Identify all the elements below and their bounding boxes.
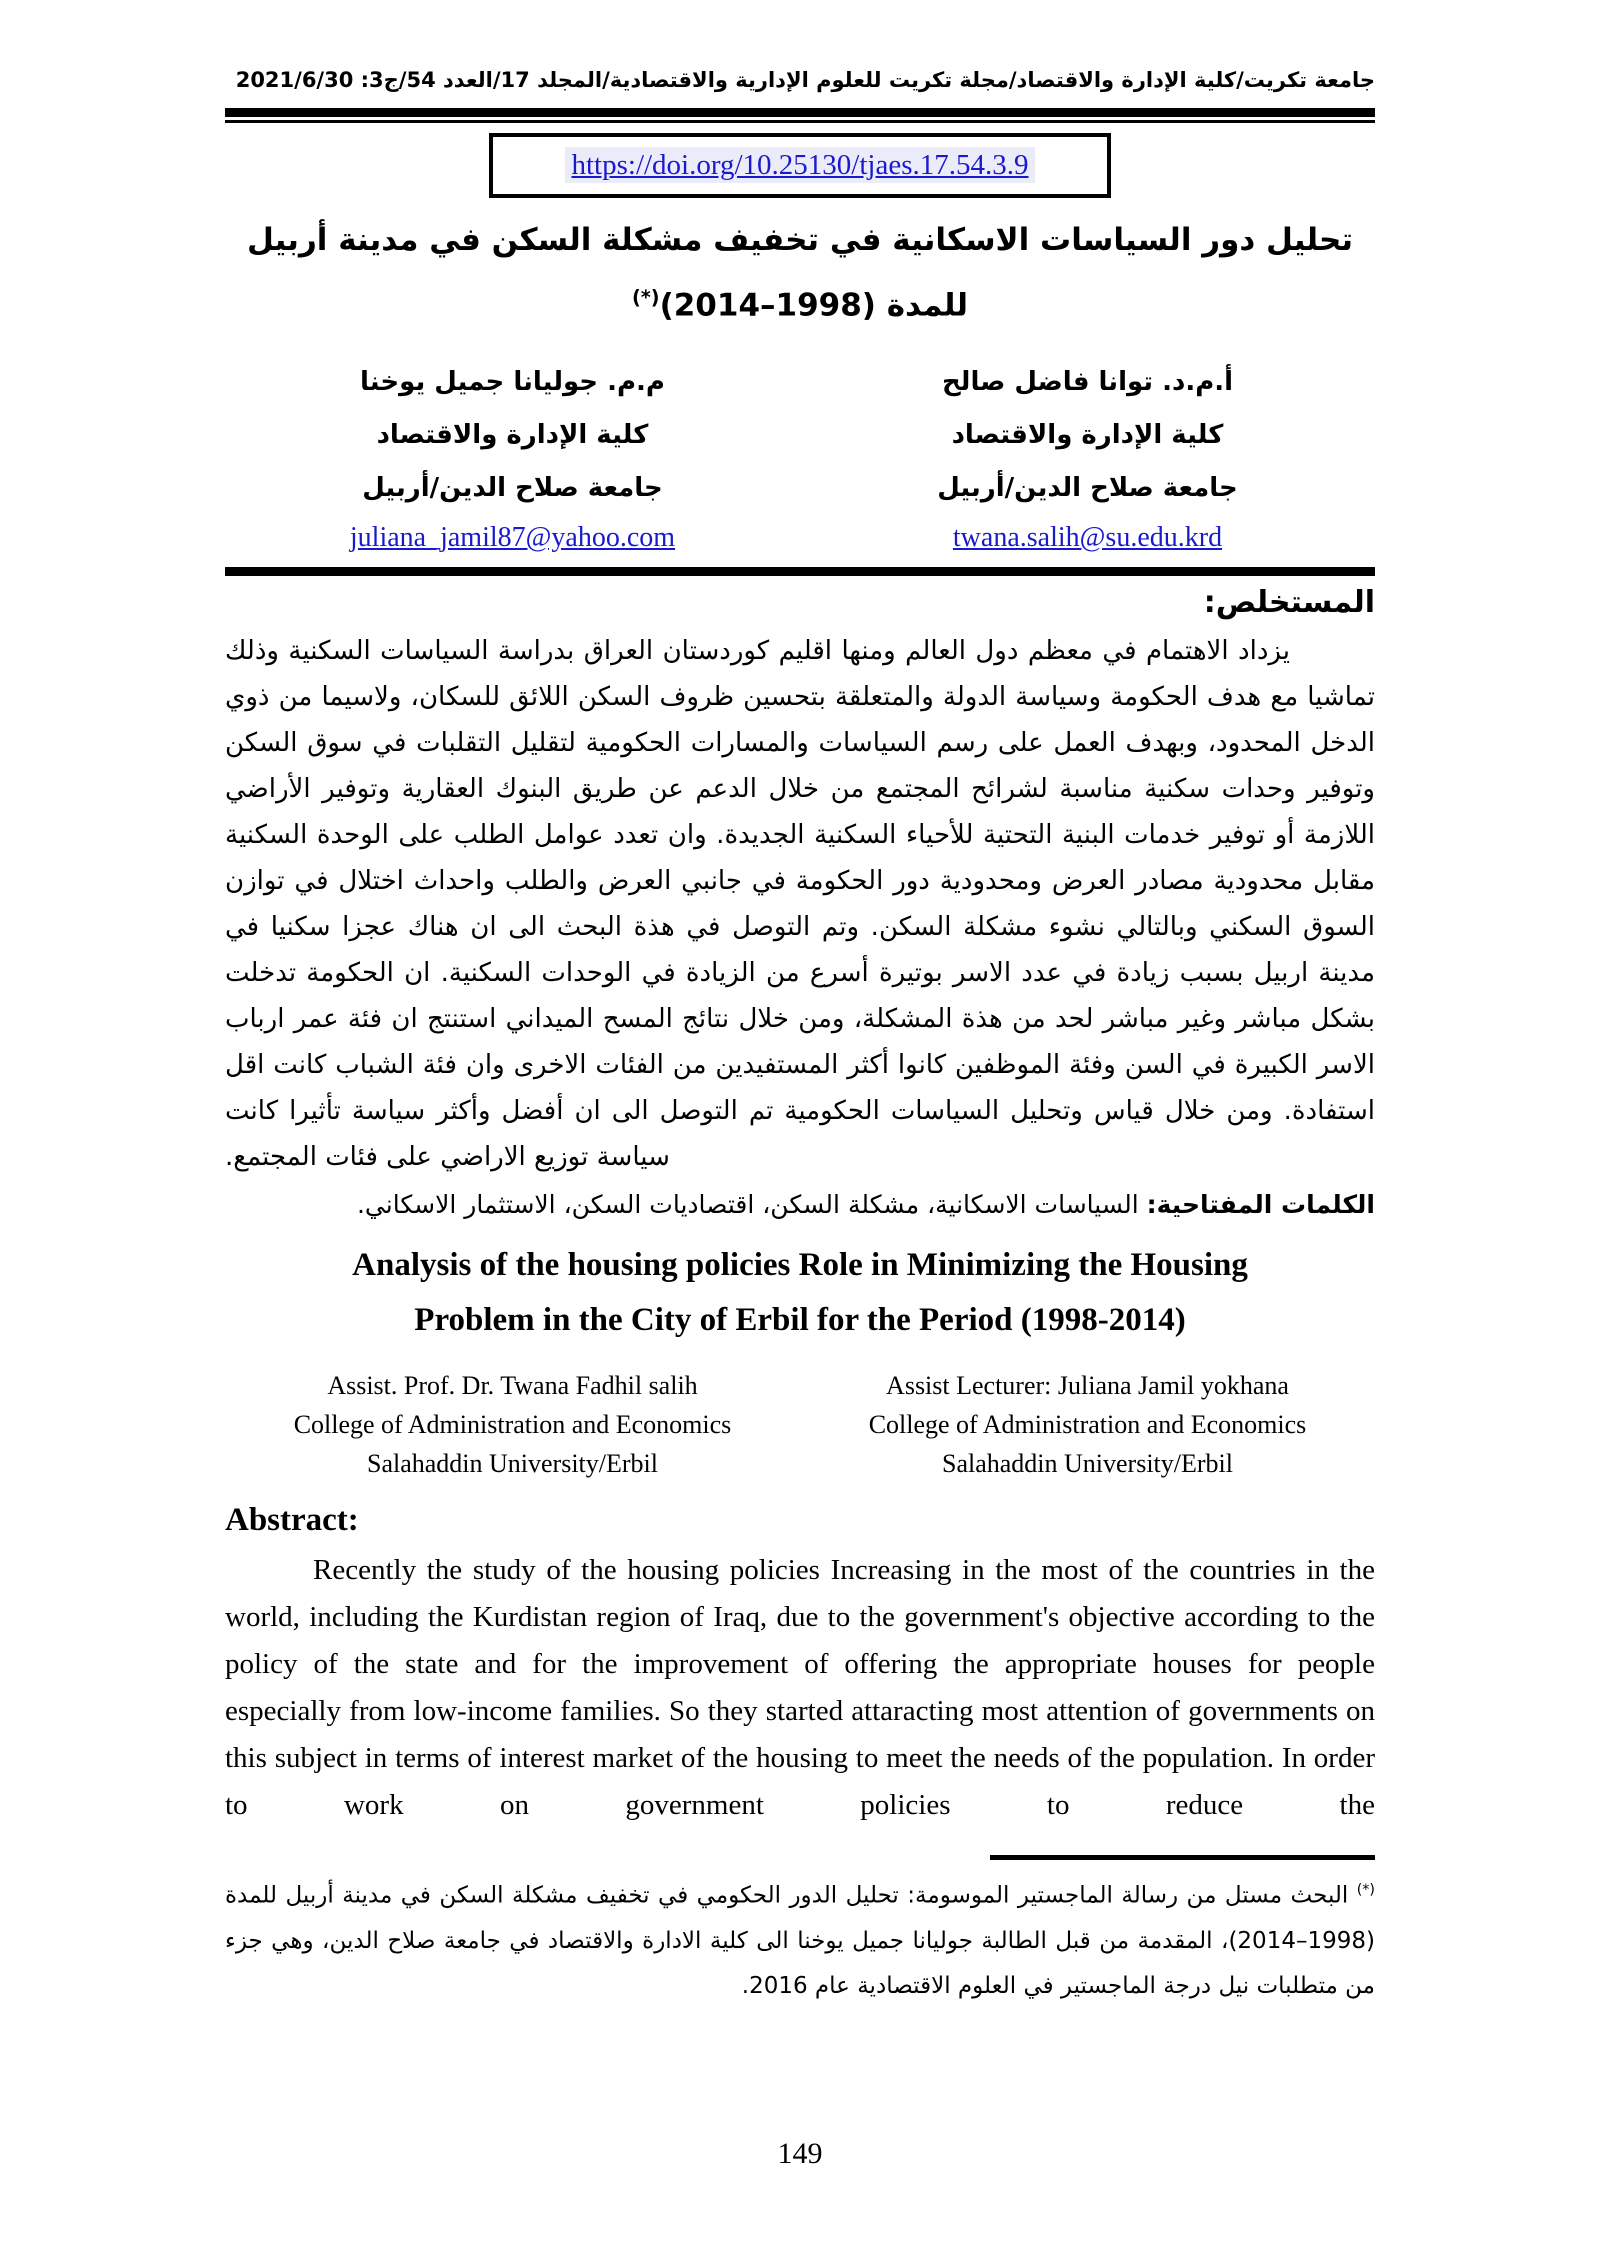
author-1-name-en: Assist. Prof. Dr. Twana Fadhil salih [327,1371,698,1401]
author-2-arabic [225,356,800,561]
author-1-college-en: College of Administration and Economics [293,1410,732,1440]
english-title-line2: Problem in the City of Erbil for the Period (1998-2014) [414,1302,1186,1339]
author-1-email-link[interactable]: twana.salih@su.edu.krd [952,522,1223,554]
arabic-title-line2: للمدة (1998–2014)(*) [631,286,969,324]
arabic-keywords-label: الكلمات المفتاحية: [1146,1190,1375,1220]
arabic-title-line1: تحليل دور السياسات الاسكانية في تخفيف مشكلة السكن في مدينة أربيل [246,222,1354,258]
author-2-college-en: College of Administration and Economics [868,1410,1307,1440]
footnote-marker: (*) [1356,1882,1375,1899]
author-2-name-ar: م.م. جوليانا جميل يوخنا [360,367,665,398]
header-divider [225,108,1375,123]
english-title [225,1238,1375,1348]
author-2-email-link[interactable]: juliana_jamil87@yahoo.com [349,522,676,554]
authors-divider [225,567,1375,576]
arabic-keywords [225,1180,1375,1230]
arabic-abstract-heading: المستخلص: [1203,585,1375,621]
arabic-title [225,212,1375,334]
page-content [225,0,1375,2009]
footnote-text: (*) البحث مستل من رسالة الماجستير الموسومة: تحليل الدور الحكومي في تخفيف مشكلة السكن في مدينة أربيل للمدة (1998–2014)، المقدمة من قبل الطالبة جوليانا جميل يوخنا الى كلية الادارة والاقتصاد في جامعة صلاح الدين، وهي جزء من متطلبات نيل درجة الماجستير في العلوم الاقتصادية عام 2016. [225,1882,1375,1999]
english-title-line1: Analysis of the housing policies Role in Minimizing the Housing [352,1247,1248,1284]
arabic-keywords-text: السياسات الاسكانية، مشكلة السكن، اقتصاديات السكن، الاستثمار الاسكاني. [356,1190,1147,1220]
author-1-name-ar: أ.م.د. توانا فاضل صالح [941,367,1234,398]
english-authors-block [225,1366,1375,1483]
english-abstract-body: Recently the study of the housing policies Increasing in the most of the countries in the world, including the Kurdistan region of Iraq, due to the government's objective according to the policy of the state and for the improvement of offering the appropriate houses for people especially from low-income families. So they started attaracting most attention of governments on this subject in terms of interest market of the housing to meet the needs of the population. In order to work on government policies to reduce the [225,1554,1375,1822]
author-2-university-en: Salahaddin University/Erbil [941,1449,1233,1479]
author-1-college-ar: كلية الإدارة والاقتصاد [951,420,1224,451]
author-1-email [800,515,1375,561]
author-2-name-en: Assist Lecturer: Juliana Jamil yokhana [886,1371,1289,1401]
footnote-divider [990,1855,1375,1860]
author-2-college-ar: كلية الإدارة والاقتصاد [376,420,649,451]
author-1-english [225,1366,800,1483]
arabic-abstract-body: يزداد الاهتمام في معظم دول العالم ومنها اقليم كوردستان العراق بدراسة السياسات السكنية وذلك تماشيا مع هدف الحكومة وسياسة الدولة والمتعلقة بتحسين ظروف السكن اللائق للسكان، ولاسيما من ذوي الدخل المحدود، وبهدف العمل على رسم السياسات والمسارات الحكومية لتقليل التقلبات في سوق السكن وتوفير وحدات سكنية مناسبة لشرائح المجتمع من خلال الدعم عن طريق البنوك العقارية وتوفير الأراضي اللازمة أو توفير خدمات البنية التحتية للأحياء السكنية الجديدة. وان تعدد عوامل الطلب على الوحدة السكنية مقابل محدودية مصادر العرض ومحدودية دور الحكومة في جانبي العرض والطلب واحداث اختلال في توازن السوق السكني وبالتالي نشوء مشكلة السكن. وتم التوصل في هذة البحث الى ان هناك عجزا سكنيا في مدينة اربيل بسبب زيادة في عدد الاسر بوتيرة أسرع من الزيادة في الوحدات السكنية. ان الحكومة تدخلت بشكل مباشر وغير مباشر لحد من هذة المشكلة، ومن خلال نتائج المسح الميداني استنتج ان فئة عمر ارباب الاسر الكبيرة في السن وفئة الموظفين كانوا أكثر المستفيدين من الفئات الاخرى وان فئة الشباب كانت اقل استفادة. ومن خلال قياس وتحليل السياسات الحكومية تم التوصل الى ان أفضل وأكثر سياسة تأثيرا كانت سياسة توزيع الاراضي على فئات المجتمع. [225,636,1375,1173]
title-footnote-marker: (*) [631,286,660,309]
author-1-arabic [800,356,1375,561]
page-number: 149 [777,2137,823,2170]
arabic-authors-block [225,356,1375,561]
author-2-english [800,1366,1375,1483]
journal-header-line: جامعة تكريت/كلية الإدارة والاقتصاد/مجلة تكريت للعلوم الإدارية والاقتصادية/المجلد 17/العدد 54/ج3: 2021/6/30 [235,68,1375,92]
author-1-university-en: Salahaddin University/Erbil [366,1449,658,1479]
english-abstract-heading: Abstract: [225,1502,359,1539]
doi-box [489,133,1111,198]
doi-link[interactable]: https://doi.org/10.25130/tjaes.17.54.3.9 [565,147,1034,183]
author-1-university-ar: جامعة صلاح الدين/أربيل [937,473,1238,504]
author-2-email [225,515,800,561]
author-2-university-ar: جامعة صلاح الدين/أربيل [362,473,663,504]
